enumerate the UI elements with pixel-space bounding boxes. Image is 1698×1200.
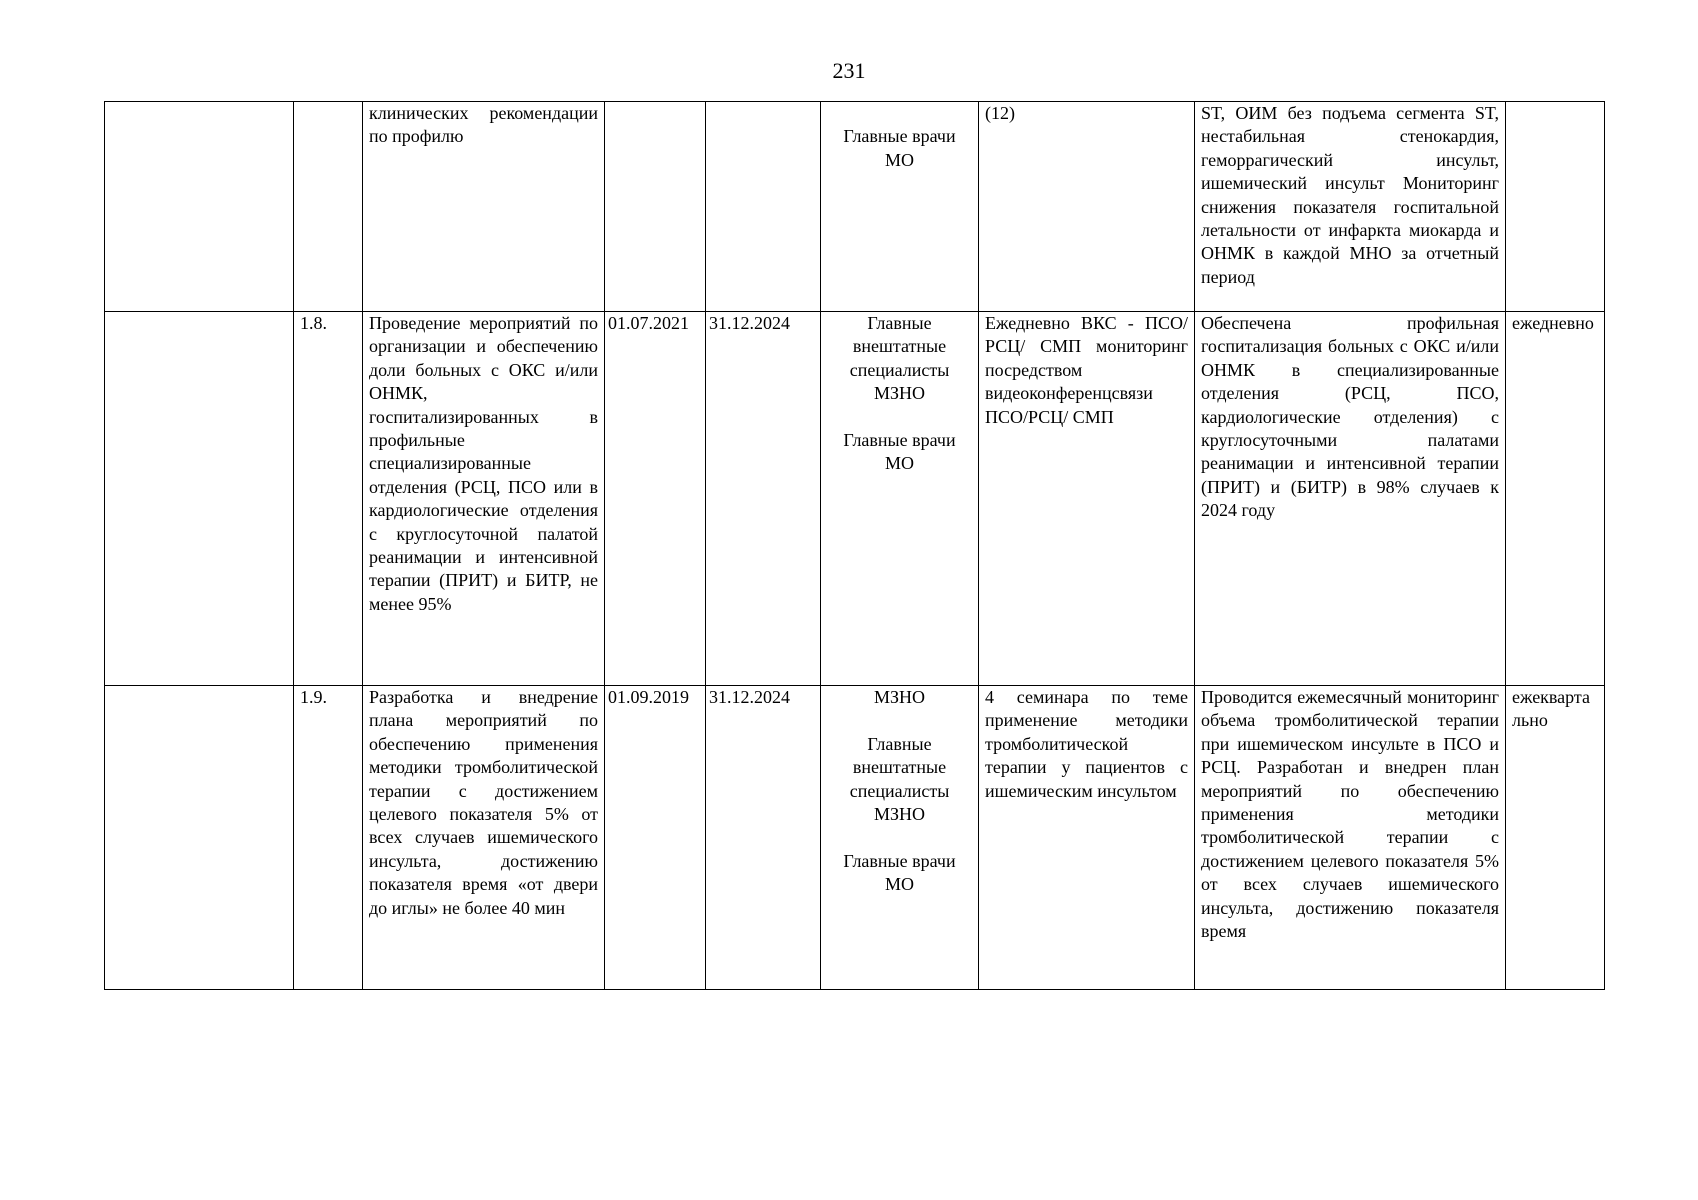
result-cell: Проводится ежемесячный мониторинг объема тромболитической терапии при ишемическом инсульте в ПСО и РСЦ. Разработан и внедрен план мероприятий по обеспечению применения методики тромболитической терапии с достижением целевого показателя 5% от всех случаев ишемического инсульта, достижению показателя время <box>1195 686 1506 990</box>
responsible-entry: Главные врачи МО <box>843 430 956 474</box>
action-plan-table <box>104 101 1605 990</box>
activity-cell: клинических рекомендации по профилю <box>363 102 605 312</box>
frequency-cell: ежекварта льно <box>1506 686 1605 990</box>
responsible-cell <box>821 102 979 312</box>
responsible-entry: Главные врачи МО <box>843 126 956 170</box>
activity-cell: Разработка и внедрение плана мероприятий по обеспечению применения методики тромболитической терапии с достижением целевого показателя 5% от всех случаев ишемического инсульта, достижению показателя время «от двери до иглы» не более 40 мин <box>363 686 605 990</box>
table-row <box>105 686 1605 990</box>
indicator-cell: (12) <box>979 102 1195 312</box>
row-index-cell <box>294 102 363 312</box>
start-date-cell <box>605 102 706 312</box>
indicator-cell: Ежедневно ВКС - ПСО/РСЦ/ СМП мониторинг посредством видеоконференцсвязи ПСО/РСЦ/ СМП <box>979 312 1195 686</box>
responsible-spacer <box>827 406 972 429</box>
empty-cell <box>105 312 294 686</box>
row-index-cell: 1.8. <box>294 312 363 686</box>
responsible-spacer <box>827 709 972 732</box>
start-date-cell: 01.09.2019 <box>605 686 706 990</box>
table-row <box>105 102 1605 312</box>
indicator-cell: 4 семинара по теме применение методики тромболитической терапии у пациентов с ишемическим инсультом <box>979 686 1195 990</box>
responsible-entry: Главные внештатные специалисты МЗНО <box>849 313 950 404</box>
empty-cell <box>105 102 294 312</box>
empty-cell <box>105 686 294 990</box>
responsible-entry: МЗНО <box>873 687 926 707</box>
row-index-cell: 1.9. <box>294 686 363 990</box>
end-date-cell <box>706 102 821 312</box>
activity-cell: Проведение мероприятий по организации и обеспечению доли больных с ОКС и/или ОНМК, госпитализированных в профильные специализированные отделения (РСЦ, ПСО или в кардиологические отделения с круглосуточной палатой реанимации и интенсивной терапии (ПРИТ) и БИТР, не менее 95% <box>363 312 605 686</box>
responsible-spacer <box>827 826 972 849</box>
responsible-cell <box>821 686 979 990</box>
responsible-cell <box>821 312 979 686</box>
page-number: 231 <box>832 58 866 83</box>
frequency-cell: ежедневно <box>1506 312 1605 686</box>
frequency-cell <box>1506 102 1605 312</box>
responsible-spacer <box>827 102 972 125</box>
result-cell: ST, ОИМ без подъема сегмента ST, нестабильная стенокардия, геморрагический инсульт, ишемический инсульт Мониторинг снижения показателя госпитальной летальности от инфаркта миокарда и ОНМК в каждой МНО за отчетный период <box>1195 102 1506 312</box>
end-date-cell: 31.12.2024 <box>706 686 821 990</box>
end-date-cell: 31.12.2024 <box>706 312 821 686</box>
result-cell: Обеспечена профильная госпитализация больных с ОКС и/или ОНМК в специализированные отделения (РСЦ, ПСО, кардиологические отделения) с круглосуточными палатами реанимации и интенсивной терапии (ПРИТ) и (БИТР) в 98% случаев к 2024 году <box>1195 312 1506 686</box>
table-row <box>105 312 1605 686</box>
start-date-cell: 01.07.2021 <box>605 312 706 686</box>
responsible-entry: Главные внештатные специалисты МЗНО <box>849 733 950 825</box>
responsible-entry: Главные врачи МО <box>843 850 956 895</box>
